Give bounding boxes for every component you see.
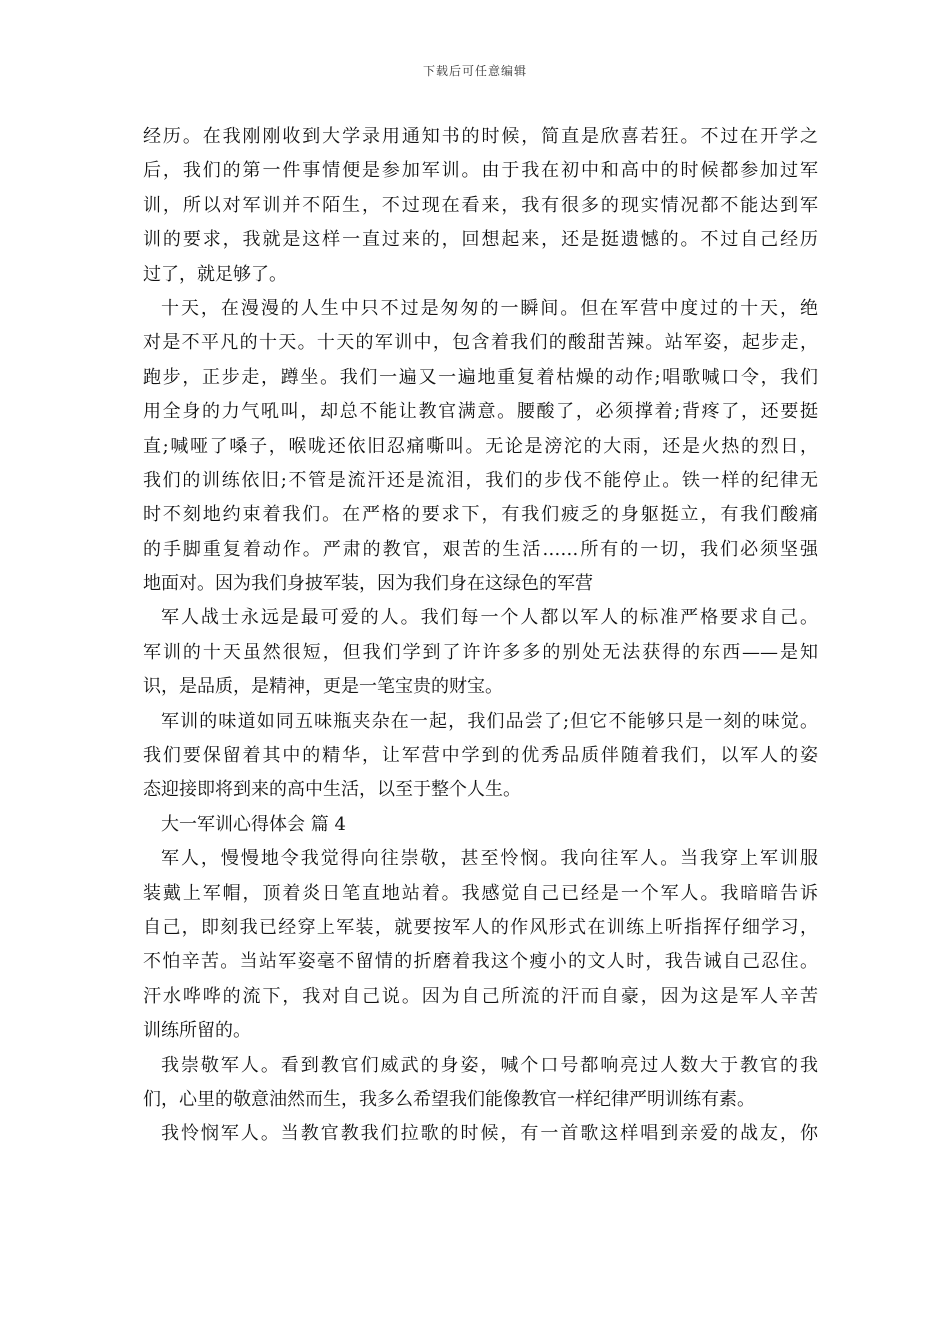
text-line: 用全身的力气吼叫，却总不能让教官满意。腰酸了，必须撑着;背疼了，还要挺 <box>143 401 818 423</box>
text-line: 我们要保留着其中的精华，让军营中学到的优秀品质伴随着我们，以军人的姿 <box>143 745 818 767</box>
text-line: 经历。在我刚刚收到大学录用通知书的时候，简直是欣喜若狂。不过在开学之 <box>143 126 818 147</box>
page-header: 下载后可任意编辑 <box>422 64 527 78</box>
text-line: 的手脚重复着动作。严肃的教官，艰苦的生活……所有的一切，我们必须坚强 <box>143 538 818 560</box>
text-line: 我崇敬军人。看到教官们威武的身姿，喊个口号都响亮过人数大于教官的我 <box>161 1054 818 1076</box>
text-line: 们，心里的敬意油然而生，我多么希望我们能像教官一样纪律严明训练有素。 <box>143 1088 755 1110</box>
text-line: 军训的味道如同五味瓶夹杂在一起，我们品尝了;但它不能够只是一刻的味觉。 <box>161 710 818 732</box>
text-line: 我怜悯军人。当教官教我们拉歌的时候，有一首歌这样唱到亲爱的战友，你 <box>161 1123 818 1145</box>
text-line: 训练所留的。 <box>143 1020 251 1042</box>
text-line: 十天，在漫漫的人生中只不过是匆匆的一瞬间。但在军营中度过的十天，绝 <box>161 297 818 319</box>
text-line: 过了，就足够了。 <box>143 263 287 285</box>
text-line: 态迎接即将到来的高中生活，以至于整个人生。 <box>143 779 521 801</box>
text-line: 地面对。因为我们身披军装，因为我们身在这绿色的军营 <box>143 573 593 595</box>
text-line: 军训的十天虽然很短，但我们学到了许许多多的别处无法获得的东西——是知 <box>143 641 818 663</box>
text-line: 大一军训心得体会 篇 4 <box>161 813 346 835</box>
text-line: 不怕辛苦。当站军姿毫不留情的折磨着我这个瘦小的文人时，我告诫自己忍住。 <box>143 951 818 973</box>
text-line: 对是不平凡的十天。十天的军训中，包含着我们的酸甜苦辣。站军姿，起步走， <box>143 332 818 354</box>
text-line: 训的要求，我就是这样一直过来的，回想起来，还是挺遗憾的。不过自己经历 <box>143 229 818 251</box>
text-line: 军人，慢慢地令我觉得向往崇敬，甚至怜悯。我向往军人。当我穿上军训服 <box>161 848 818 870</box>
text-line: 训，所以对军训并不陌生，不过现在看来，我有很多的现实情况都不能达到军 <box>143 194 818 216</box>
text-line: 自己，即刻我已经穿上军装，就要按军人的作风形式在训练上听指挥仔细学习， <box>143 916 818 938</box>
document-body <box>143 120 818 1152</box>
text-line: 时不刻地约束着我们。在严格的要求下，有我们疲乏的身躯挺立，有我们酸痛 <box>143 504 818 526</box>
text-line: 汗水哗哗的流下，我对自己说。因为自己所流的汗而自豪，因为这是军人辛苦 <box>143 985 818 1007</box>
text-line: 我们的训练依旧;不管是流汗还是流泪，我们的步伐不能停止。铁一样的纪律无 <box>143 469 818 491</box>
text-line: 军人战士永远是最可爱的人。我们每一个人都以军人的标准严格要求自己。 <box>161 607 818 629</box>
text-line: 识，是品质，是精神，更是一笔宝贵的财宝。 <box>143 676 503 698</box>
text-line: 装戴上军帽，顶着炎日笔直地站着。我感觉自己已经是一个军人。我暗暗告诉 <box>143 882 818 904</box>
text-line: 直;喊哑了嗓子，喉咙还依旧忍痛嘶叫。无论是滂沱的大雨，还是火热的烈日， <box>143 435 818 457</box>
text-line: 后，我们的第一件事情便是参加军训。由于我在初中和高中的时候都参加过军 <box>143 160 818 182</box>
text-line: 跑步，正步走，蹲坐。我们一遍又一遍地重复着枯燥的动作;唱歌喊口令，我们 <box>143 366 818 388</box>
